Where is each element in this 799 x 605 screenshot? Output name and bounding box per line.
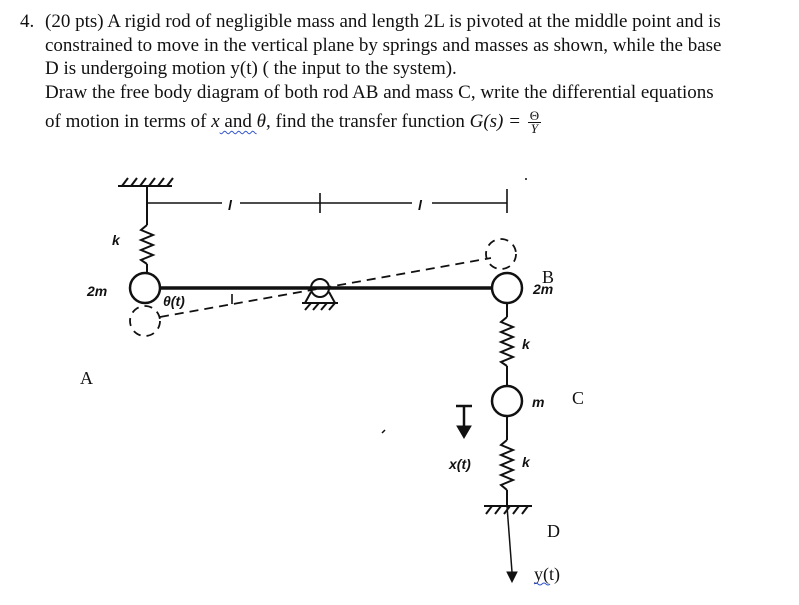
var-x: x bbox=[211, 111, 220, 132]
mass-b bbox=[492, 273, 522, 303]
transfer-fraction bbox=[528, 110, 541, 135]
line5-text-b: , find the transfer function bbox=[265, 111, 470, 132]
x-displacement-arrow bbox=[456, 406, 472, 438]
mass-b-displaced bbox=[486, 239, 516, 269]
spring-left bbox=[141, 186, 153, 276]
label-y: y(t) bbox=[534, 564, 560, 584]
label-b: B bbox=[542, 267, 555, 287]
problem-line-2: constrained to move in the vertical plane by springs and masses as shown, while the base bbox=[45, 35, 722, 56]
pivot-support bbox=[302, 279, 338, 310]
problem-line-1: (20 pts) A rigid rod of negligible mass and length 2L is pivoted at the middle point and is bbox=[45, 11, 721, 32]
dim-label-right: l bbox=[418, 197, 422, 213]
label-k-top: k bbox=[112, 232, 120, 248]
label-c: C bbox=[572, 388, 585, 408]
dimension-line bbox=[147, 189, 507, 213]
label-2m-right: 2m bbox=[533, 281, 554, 297]
label-d: D bbox=[547, 521, 560, 541]
label-k-middle: k bbox=[522, 336, 530, 352]
mechanical-system-diagram bbox=[0, 150, 799, 605]
transfer-function-lhs: G(s) = bbox=[469, 111, 526, 132]
label-m: m bbox=[532, 394, 545, 410]
problem-line-4: Draw the free body diagram of both rod AB and mass C, write the differential equations bbox=[45, 82, 714, 103]
mass-c bbox=[492, 386, 522, 416]
mass-a bbox=[130, 273, 160, 303]
line5-text-a: of motion in terms of bbox=[45, 111, 212, 132]
dim-label-left: l bbox=[228, 197, 232, 213]
spring-bottom bbox=[501, 416, 513, 506]
label-k-bottom: k bbox=[522, 454, 530, 470]
spring-middle bbox=[501, 303, 513, 386]
label-2m-left: 2m bbox=[87, 283, 108, 299]
problem-line-3: D is undergoing motion y(t) ( the input to the system). bbox=[45, 58, 457, 79]
fraction-denominator: Y bbox=[530, 121, 539, 137]
problem-number: 4. bbox=[20, 11, 35, 32]
var-theta: θ bbox=[256, 111, 266, 132]
ground-hatch-top bbox=[118, 178, 173, 186]
label-theta: θ(t) bbox=[163, 293, 185, 309]
stray-mark bbox=[382, 430, 385, 433]
label-x: x(t) bbox=[449, 456, 471, 472]
line5-and: and bbox=[219, 111, 257, 132]
label-a: A bbox=[80, 368, 93, 388]
stray-dot bbox=[525, 178, 527, 180]
problem-line-5 bbox=[45, 110, 541, 135]
fraction-numerator: Θ bbox=[529, 108, 540, 124]
y-input-arrow bbox=[507, 506, 517, 582]
mass-a-displaced bbox=[130, 306, 160, 336]
